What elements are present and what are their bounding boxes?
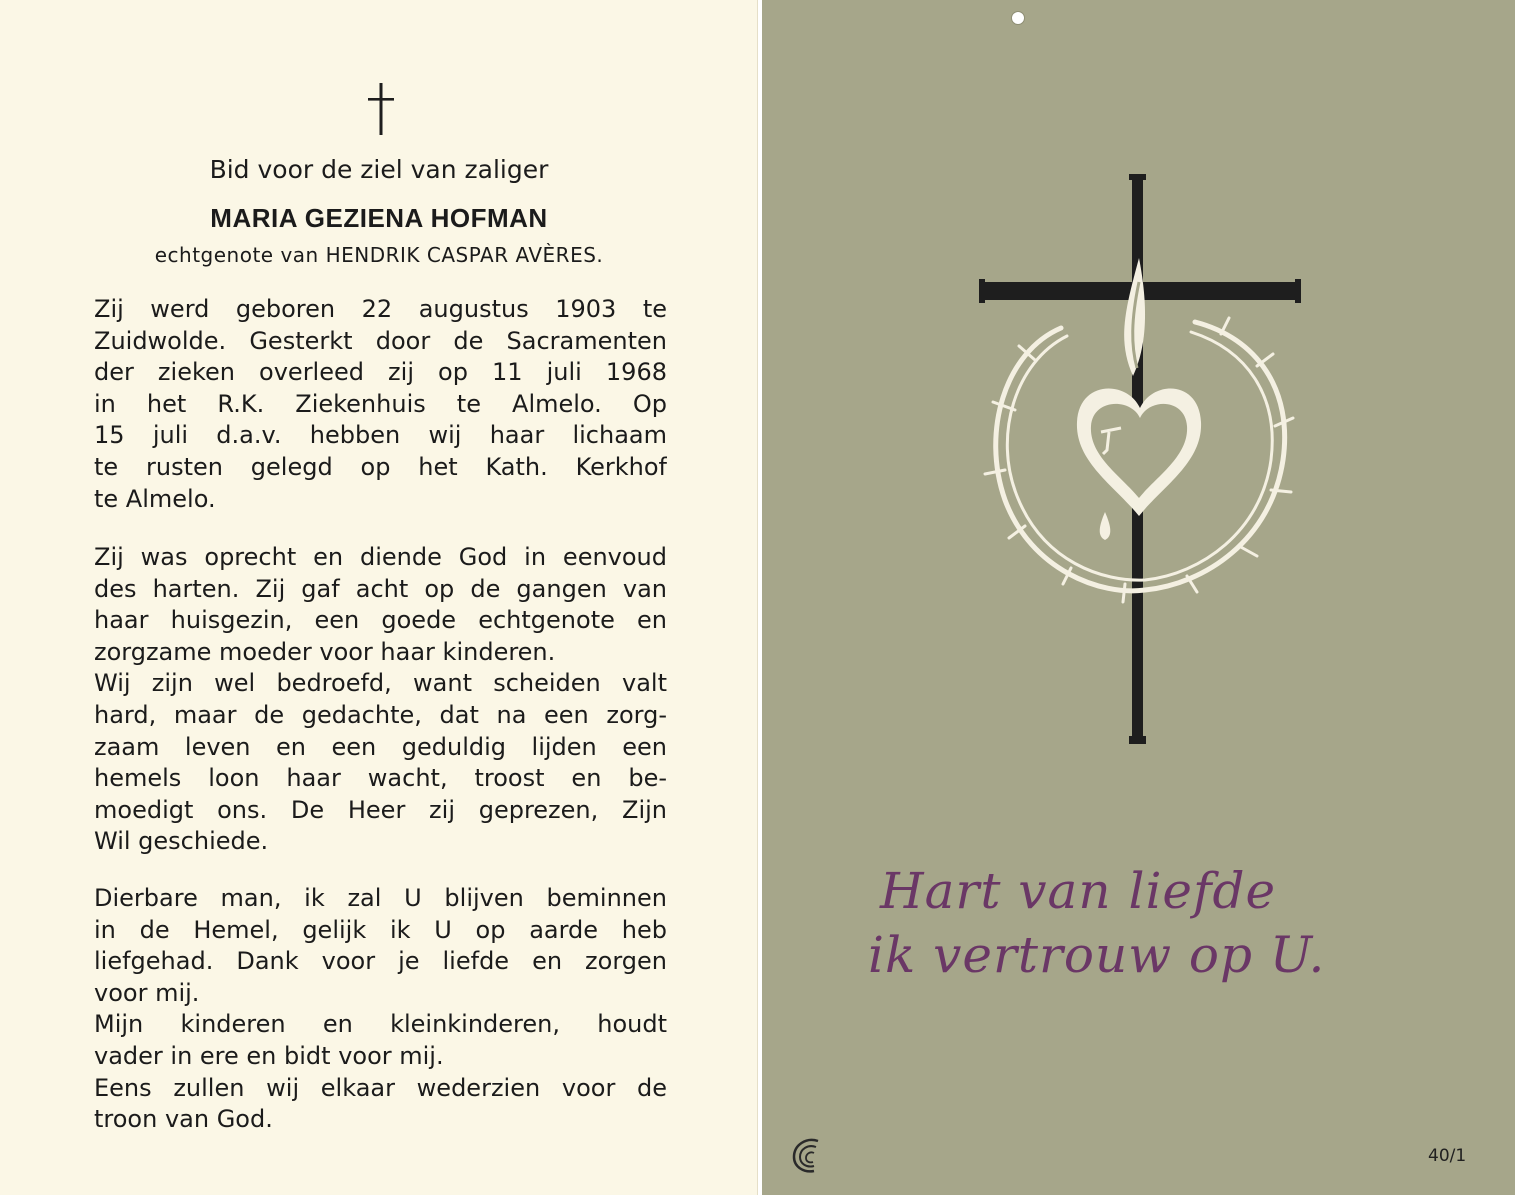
text-line: zaam leven en een geduldig lijden een (94, 732, 667, 761)
card-number: 40/1 (1428, 1146, 1467, 1166)
paragraph-birth-death (94, 294, 667, 515)
text-line: hemels loon haar wacht, troost en be- (94, 764, 667, 793)
script-line-1: Hart van liefde (880, 862, 1277, 920)
paragraph-character (94, 542, 667, 858)
text-line: Dierbare man, ik zal U blijven beminnen (94, 884, 667, 912)
text-line: haar huisgezin, een goede echtgenote en (94, 606, 667, 635)
script-line-2: ik vertrouw op U. (868, 926, 1326, 984)
publisher-c-logo-icon (790, 1135, 826, 1175)
text-line: Eens zullen wij elkaar wederzien voor de (94, 1073, 667, 1102)
text-line: 15 juli d.a.v. hebben wij haar lichaam (94, 421, 667, 450)
text-line: in het R.K. Ziekenhuis te Almelo. Op (94, 389, 667, 418)
text-line: vader in ere en bidt voor mij. (94, 1041, 444, 1070)
text-line: Wil geschiede. (94, 827, 269, 856)
deceased-name: MARIA GEZIENA HOFMAN (210, 203, 548, 233)
text-line: te Almelo. (94, 484, 216, 513)
text-line: te rusten gelegd op het Kath. Kerkhof (94, 452, 667, 481)
text-line: Wij zijn wel bedroefd, want scheiden valt (94, 669, 667, 698)
memorial-card-text-side (0, 0, 758, 1195)
text-line: moedigt ons. De Heer zij geprezen, Zijn (94, 795, 667, 824)
text-line: der zieken overleed zij op 11 juli 1968 (94, 358, 667, 387)
text-line: troon van God. (94, 1105, 273, 1134)
text-line: hard, maar de gedachte, dat na een zorg- (94, 700, 667, 729)
latin-cross-icon (366, 82, 396, 136)
text-line: zorgzame moeder voor haar kinderen. (94, 637, 556, 666)
spouse-line: echtgenote van HENDRIK CASPAR AVÈRES. (154, 243, 604, 267)
text-line: Mijn kinderen en kleinkinderen, houdt (94, 1010, 667, 1039)
sacred-heart-crown-of-thorns-icon (975, 170, 1305, 750)
text-line: Zij werd geboren 22 augustus 1903 te (94, 295, 667, 323)
prayer-intro: Bid voor de ziel van zaliger (209, 155, 549, 184)
text-line: Zij was oprecht en diende God in eenvoud (94, 543, 667, 571)
text-line: des harten. Zij gaf acht op de gangen van (94, 574, 667, 603)
paragraph-farewell (94, 883, 667, 1136)
text-line: voor mij. (94, 978, 200, 1007)
text-line: Zuidwolde. Gesterkt door de Sacramenten (94, 326, 667, 355)
punch-hole (1011, 11, 1025, 25)
text-line: liefgehad. Dank voor je liefde en zorgen (94, 947, 667, 976)
text-line: in de Hemel, gelijk ik U op aarde heb (94, 915, 667, 944)
